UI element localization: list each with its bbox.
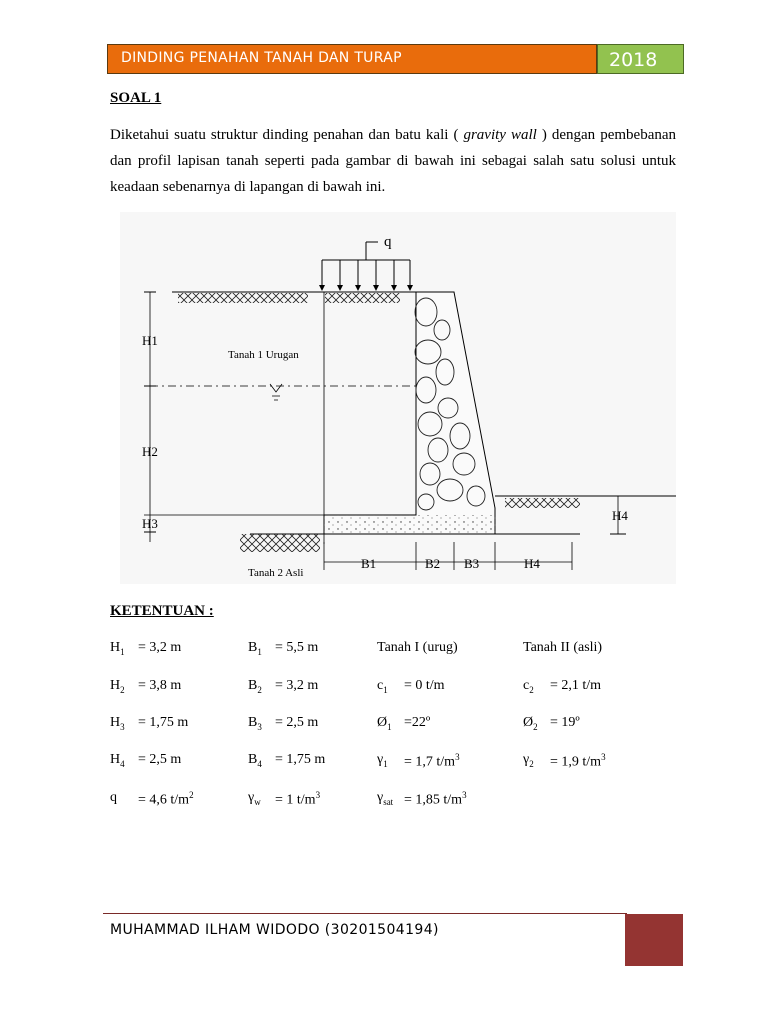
header-year-box (597, 44, 684, 74)
dim-b1: B1 (361, 556, 377, 571)
surface-hatch-load (325, 293, 400, 303)
param-b1: $B_1$ = 5,5 m (248, 640, 319, 657)
param-phi2: $Ø_2$ = 19º (523, 715, 580, 732)
footer-author: MUHAMMAD ILHAM WIDODO (30201504194) (110, 922, 439, 938)
dim-b2: B2 (425, 556, 441, 571)
param-q: q = 4,6 $t/m^2$ (110, 790, 194, 808)
param-gamma2: $\gamma_2$ = 1,9 $t/m^3$ (523, 752, 606, 770)
dim-h2: H2 (142, 444, 158, 459)
param-b4: $B_4$ = 1,75 m (248, 752, 326, 769)
param-soil2-header: Tanah II (asli) (523, 640, 603, 655)
intro-text-before: Diketahui suatu struktur dinding penahan dan batu kali ( (110, 127, 464, 143)
base-hatch-soil2 (240, 534, 320, 552)
dim-b3: B3 (464, 556, 480, 571)
dim-h1: H1 (142, 333, 158, 348)
soil2-label: Tanah 2 Asli (248, 567, 304, 579)
intro-text-after: ) dengan pembebanan dan profil lapisan tanah seperti pada gambar di bawah ini sebagai salah satu solusi untuk keadaan sebenarnya di lapangan di bawah ini. (110, 127, 677, 195)
intro-text-italic: gravity wall (463, 127, 537, 143)
retaining-wall-figure (120, 212, 676, 584)
param-gamma1: $\gamma_1$ = 1,7 $t/m^3$ (377, 752, 460, 770)
header-title: DINDING PENAHAN TANAH DAN TURAP (121, 50, 402, 66)
soil1-label: Tanah 1 Urugan (228, 349, 299, 361)
param-c1: $c_1$ = 0 t/m (377, 678, 445, 695)
param-b3: $B_3$ = 2,5 m (248, 715, 319, 732)
param-phi1: $Ø_1$ =22º (377, 715, 431, 732)
section-title: SOAL 1 (110, 90, 162, 106)
surface-hatch-right (505, 498, 580, 508)
header-year: 2018 (609, 49, 658, 71)
header-title-bar (107, 44, 597, 74)
footer-accent-box (625, 914, 683, 966)
param-c2: $c_2$ = 2,1 t/m (523, 678, 602, 695)
param-h1: $H_1$ = 3,2 m (110, 640, 182, 657)
intro-paragraph (110, 122, 676, 200)
param-h4: $H_4$ = 2,5 m (110, 752, 182, 769)
surface-hatch-left (178, 293, 308, 303)
load-label: q (384, 234, 392, 250)
dim-h3: H3 (142, 516, 158, 531)
dim-h4-right: H4 (612, 508, 628, 523)
param-gamma-sat: $\gamma_{sat}$ = 1,85 $t/m^3$ (377, 790, 467, 808)
param-h3: $H_3$ = 1,75 m (110, 715, 189, 732)
param-gamma-w: $\gamma_w$ = 1 $t/m^3$ (248, 790, 321, 808)
param-h2: $H_2$ = 3,8 m (110, 678, 182, 695)
param-b2: $B_2$ = 3,2 m (248, 678, 319, 695)
ketentuan-title: KETENTUAN : (110, 603, 214, 619)
param-soil1-header: Tanah I (urug) (377, 640, 458, 655)
footer-rule (103, 913, 627, 914)
dim-b4: H4 (524, 556, 540, 571)
